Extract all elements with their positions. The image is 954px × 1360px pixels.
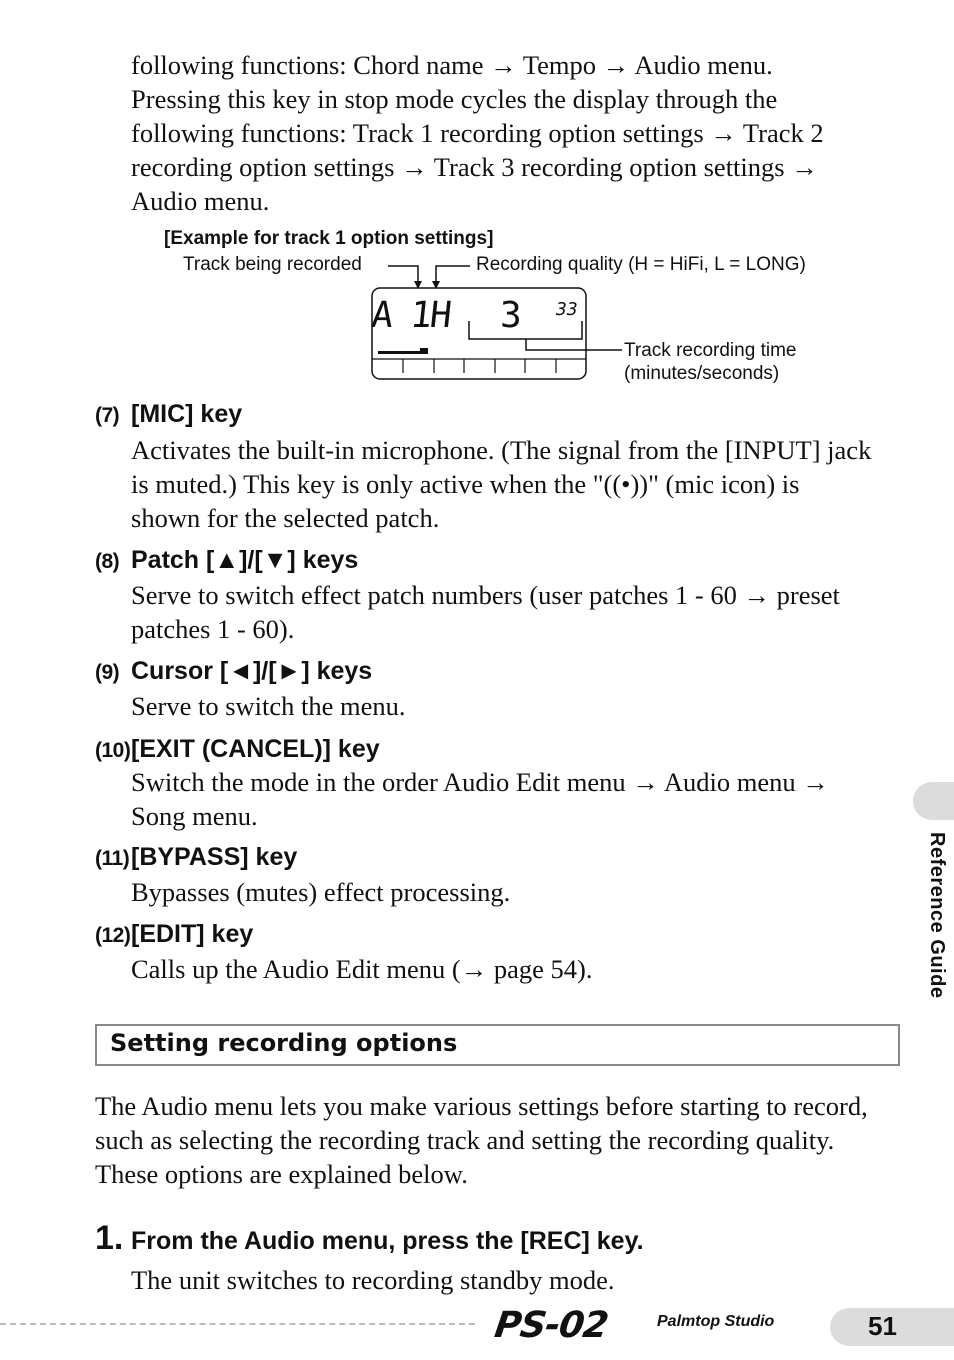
lcd-track-number: 3 (500, 295, 522, 336)
side-tab-text: Reference Guide (926, 832, 948, 999)
lcd-small-number: 33 (556, 299, 578, 320)
intro-line: recording option settings → Track 3 recording option settings → (131, 152, 818, 182)
item-title: [MIC] key (131, 400, 243, 428)
item-number: (8) (95, 550, 120, 573)
item-title: Patch [▲]/[▼] keys (131, 546, 359, 574)
item-heading-patch (95, 545, 358, 577)
item-title: [EXIT (CANCEL)] key (131, 735, 380, 763)
item-line: Serve to switch effect patch numbers (user patches 1 - 60 → preset (131, 580, 840, 610)
step-title: From the Audio menu, press the [REC] key. (131, 1227, 644, 1255)
product-logo: PS-02 (492, 1305, 611, 1346)
item-text-cursor (131, 689, 911, 723)
item-text-exit (131, 765, 911, 833)
section-line: The Audio menu lets you make various settings before starting to record, (95, 1091, 868, 1121)
item-heading-cursor (95, 656, 372, 688)
intro-paragraph (131, 48, 911, 218)
product-subtitle: Palmtop Studio (657, 1313, 775, 1330)
intro-line: following functions: Chord name → Tempo → Audio menu. (131, 50, 773, 80)
intro-line: Audio menu. (131, 186, 270, 216)
item-line: patches 1 - 60). (131, 614, 295, 644)
item-text-patch (131, 578, 911, 646)
step-text: The unit switches to recording standby mode. (131, 1265, 615, 1295)
item-number: (7) (95, 404, 120, 427)
page-number-tab (830, 1308, 954, 1346)
section-line: These options are explained below. (95, 1159, 468, 1189)
item-line: Switch the mode in the order Audio Edit menu → Audio menu → (131, 767, 829, 797)
step-number: 1. (95, 1219, 124, 1257)
section-title-box (95, 1024, 900, 1066)
item-heading-mic (95, 399, 242, 431)
lcd-display (360, 255, 630, 385)
label-track-being-recorded: Track being recorded (183, 254, 362, 275)
item-line: Bypasses (mutes) effect processing. (131, 877, 511, 907)
footer-divider (0, 1323, 475, 1325)
item-title: [EDIT] key (131, 920, 254, 948)
item-line: Calls up the Audio Edit menu (→ page 54). (131, 954, 593, 984)
intro-line: Pressing this key in stop mode cycles the display through the (131, 84, 778, 114)
lcd-main-text: A 1H (369, 294, 454, 336)
side-tab (913, 782, 954, 820)
item-number: (9) (95, 661, 120, 684)
item-text-edit (131, 952, 911, 986)
item-number: (11) (95, 847, 130, 870)
item-heading-exit (95, 734, 380, 766)
item-title: [BYPASS] key (131, 843, 298, 871)
item-heading-edit (95, 919, 253, 951)
item-title: Cursor [◄]/[►] keys (131, 657, 373, 685)
item-text-bypass (131, 875, 911, 909)
item-heading-bypass (95, 842, 297, 874)
diagram-title: [Example for track 1 option settings] (164, 228, 494, 249)
item-line: Activates the built-in microphone. (The signal from the [INPUT] jack (131, 435, 872, 465)
section-line: such as selecting the recording track and setting the recording quality. (95, 1125, 835, 1155)
item-text-mic (131, 433, 911, 535)
intro-line: following functions: Track 1 recording option settings → Track 2 (131, 118, 824, 148)
side-tab-label (920, 832, 954, 1042)
section-title: Setting recording options (110, 1029, 458, 1057)
label-recording-quality: Recording quality (H = HiFi, L = LONG) (476, 254, 806, 275)
item-line: Song menu. (131, 801, 258, 831)
section-paragraph (95, 1089, 875, 1191)
item-number: (12) (95, 924, 131, 947)
item-line: Serve to switch the menu. (131, 691, 406, 721)
item-line: shown for the selected patch. (131, 503, 440, 533)
label-track-time: Track recording time (624, 340, 797, 361)
page-number: 51 (868, 1311, 897, 1341)
label-track-time-units: (minutes/seconds) (624, 363, 780, 384)
item-line: is muted.) This key is only active when the "((•))" (mic icon) is (131, 469, 800, 499)
item-number: (10) (95, 739, 131, 762)
